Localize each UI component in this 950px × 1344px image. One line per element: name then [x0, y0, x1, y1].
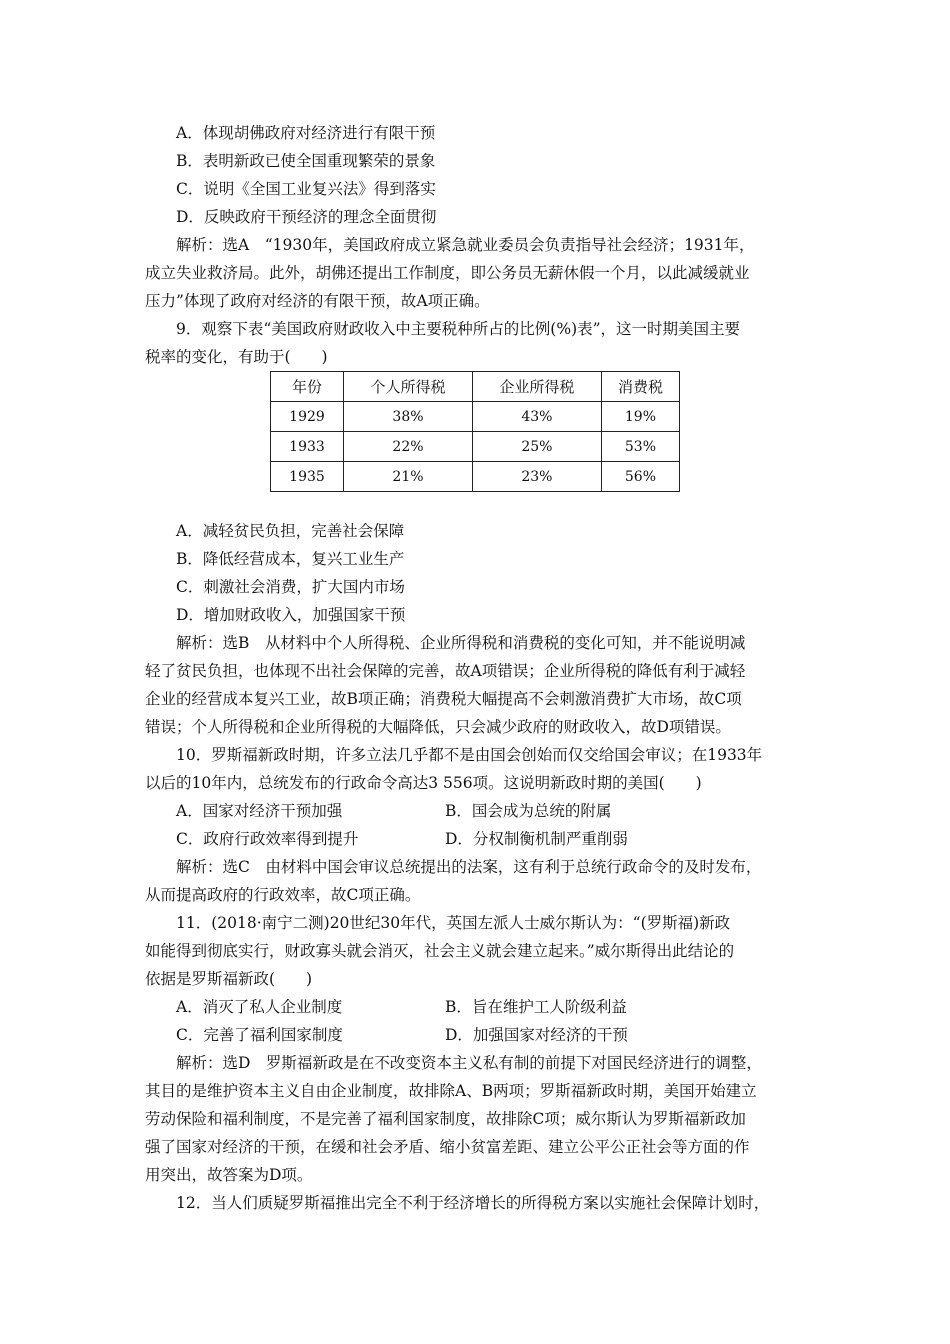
- q10-stem-line: 10．罗斯福新政时期，许多立法几乎都不是由国会创始而仅交给国会审议；在1933年: [176, 746, 763, 764]
- q11-analysis-line: 其目的是维护资本主义自由企业制度，故排除A、B两项；罗斯福新政时期，美国开始建立: [145, 1082, 757, 1100]
- q9-stem-line: 税率的变化，有助于( ): [145, 348, 328, 366]
- q11-option-b: B．旨在维护工人阶级利益: [445, 998, 627, 1016]
- table-cell: 21%: [344, 462, 473, 492]
- q9-option-b: B．降低经营成本，复兴工业生产: [176, 550, 405, 568]
- table-header-cell: 消费税: [601, 372, 679, 402]
- q11-analysis-line: 强了国家对经济的干预，在缓和社会矛盾、缩小贫富差距、建立公平公正社会等方面的作: [145, 1138, 750, 1156]
- q10-option-d: D．分权制衡机制严重削弱: [445, 830, 628, 848]
- q10-option-b: B．国会成为总统的附属: [445, 802, 612, 820]
- table-cell: 19%: [601, 402, 679, 432]
- table-header-cell: 个人所得税: [344, 372, 473, 402]
- table-row: [271, 462, 680, 492]
- table-row: [271, 402, 680, 432]
- q8-option-a: A．体现胡佛政府对经济进行有限干预: [176, 124, 436, 142]
- q11-stem-line: 如能得到彻底实行，财政寡头就会消灭，社会主义就会建立起来。”威尔斯得出此结论的: [145, 942, 735, 960]
- q10-stem-line: 以后的10年内，总统发布的行政命令高达3 556项。这说明新政时期的美国( ): [145, 774, 702, 792]
- q9-option-d: D．增加财政收入，加强国家干预: [176, 606, 406, 624]
- table-cell: 43%: [472, 402, 601, 432]
- q10-analysis-line: 解析：选C 由材料中国会审议总统提出的法案，这有利于总统行政命令的及时发布，: [176, 858, 762, 876]
- table-header-row: [271, 372, 680, 402]
- q10-option-a: A．国家对经济干预加强: [176, 802, 343, 820]
- table-cell: 38%: [344, 402, 473, 432]
- q11-option-a: A．消灭了私人企业制度: [176, 998, 343, 1016]
- q11-stem-line: 11．(2018·南宁二测)20世纪30年代，英国左派人士威尔斯认为：“(罗斯福)新政: [176, 914, 731, 932]
- table-cell: 1935: [271, 462, 344, 492]
- q11-stem-line: 依据是罗斯福新政( ): [145, 970, 313, 988]
- q8-option-d: D．反映政府干预经济的理念全面贯彻: [176, 208, 437, 226]
- table-cell: 56%: [601, 462, 679, 492]
- q9-stem-line: 9．观察下表“美国政府财政收入中主要税种所占的比例(%)表”，这一时期美国主要: [176, 320, 741, 338]
- q9-analysis-line: 解析：选B 从材料中个人所得税、企业所得税和消费税的变化可知，并不能说明减: [176, 634, 746, 652]
- q9-analysis-line: 轻了贫民负担，也体现不出社会保障的完善，故A项错误；企业所得税的降低有利于减轻: [145, 662, 746, 680]
- q9-analysis-line: 企业的经营成本复兴工业，故B项正确；消费税大幅提高不会刺激消费扩大市场，故C项: [145, 690, 742, 708]
- table-cell: 1929: [271, 402, 344, 432]
- q11-option-c: C．完善了福利国家制度: [176, 1026, 343, 1044]
- q11-analysis-line: 用突出，故答案为D项。: [145, 1166, 313, 1184]
- q8-analysis-line: 压力”体现了政府对经济的有限干预，故A项正确。: [145, 292, 490, 310]
- q11-option-d: D．加强国家对经济的干预: [445, 1026, 628, 1044]
- table-cell: 25%: [472, 432, 601, 462]
- q8-analysis-line: 解析：选A “1930年，美国政府成立紧急就业委员会负责指导社会经济；1931年，: [176, 236, 755, 254]
- table-cell: 23%: [472, 462, 601, 492]
- q11-analysis-line: 解析：选D 罗斯福新政是在不改变资本主义私有制的前提下对国民经济进行的调整，: [176, 1054, 762, 1072]
- q10-analysis-line: 从而提高政府的行政效率，故C项正确。: [145, 886, 421, 904]
- table-header-cell: 企业所得税: [472, 372, 601, 402]
- q8-option-b: B．表明新政已使全国重现繁荣的景象: [176, 152, 436, 170]
- table-cell: 1933: [271, 432, 344, 462]
- q8-analysis-line: 成立失业救济局。此外，胡佛还提出工作制度，即公务员无薪休假一个月，以此减缓就业: [145, 264, 750, 282]
- table-row: [271, 432, 680, 462]
- q9-option-a: A．减轻贫民负担，完善社会保障: [176, 522, 405, 540]
- q8-option-c: C．说明《全国工业复兴法》得到落实: [176, 180, 436, 198]
- q11-analysis-line: 劳动保险和福利制度，不是完善了福利国家制度，故排除C项；威尔斯认为罗斯福新政加: [145, 1110, 746, 1128]
- q9-analysis-line: 错误；个人所得税和企业所得税的大幅降低，只会减少政府的财政收入，故D项错误。: [145, 718, 731, 736]
- table-header-cell: 年份: [271, 372, 344, 402]
- q10-option-c: C．政府行政效率得到提升: [176, 830, 359, 848]
- table-cell: 22%: [344, 432, 473, 462]
- q9-option-c: C．刺激社会消费，扩大国内市场: [176, 578, 405, 596]
- q12-stem-line: 12．当人们质疑罗斯福推出完全不利于经济增长的所得税方案以实施社会保障计划时，: [176, 1194, 770, 1212]
- table-cell: 53%: [601, 432, 679, 462]
- tax-ratio-table: [270, 371, 680, 492]
